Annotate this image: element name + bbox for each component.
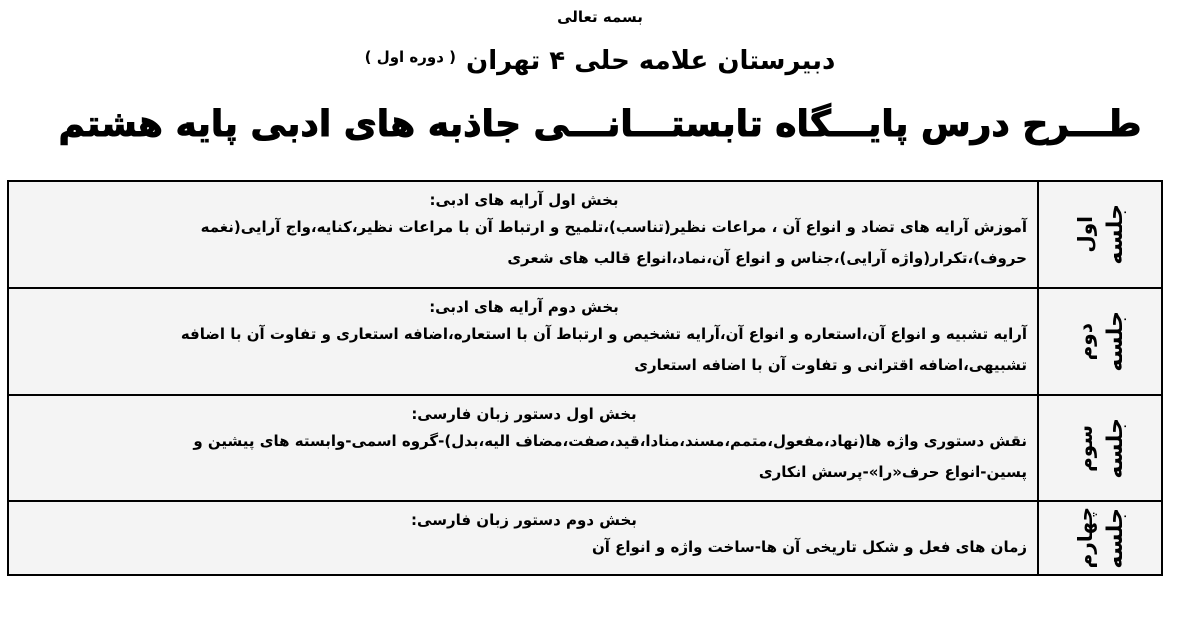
session-ordinal: اول [1072,216,1097,253]
session-ordinal: دوم [1072,322,1097,361]
session-label [1039,289,1161,394]
session-content [9,502,1039,574]
lesson-line: تشبیهی،اضافه اقترانی و تفاوت آن با اضافه استعاری [634,356,1027,374]
document-header [0,0,1200,170]
session-label [1039,182,1161,287]
session-ordinal: چهارم [1072,507,1097,569]
session-content [9,289,1039,394]
session-word: جلسه [1102,204,1128,265]
session-content [9,396,1039,500]
session-ordinal: سوم [1072,424,1097,472]
session-word: جلسه [1102,311,1128,372]
lesson-line: حروف)،تکرار(واژه آرایی)،جناس و انواع آن،نماد،انواع قالب های شعری [507,249,1027,267]
section-title: بخش دوم آرایه های ادبی: [429,298,619,316]
lesson-line: آرایه تشبیه و انواع آن،استعاره و انواع آن،آرایه تشخیص و ارتباط آن با استعاره،اضافه استعاری و تفاوت آن با اضافه [180,325,1027,343]
school-line [0,46,1200,76]
period-label: ( دوره اول ) [364,48,457,66]
session-row-2 [9,289,1161,396]
session-content [9,182,1039,287]
lesson-line: نقش دستوری واژه ها(نهاد،مفعول،متمم،مسند،منادا،قید،صفت،مضاف الیه،بدل)-گروه اسمی-وابسته های پیشین و [193,432,1027,450]
lesson-line: زمان های فعل و شکل تاریخی آن ها-ساخت واژه و انواع آن [591,538,1027,556]
session-word: جلسه [1102,417,1128,479]
lesson-line: پسین-انواع حرف«را»-پرسش انکاری [758,463,1027,481]
session-row-3 [9,396,1161,502]
document-title: طـــرح درس پایـــگاه تابستـــانـــی جاذبه های ادبی پایه هشتم [58,104,1142,145]
session-word: جلسه [1102,507,1128,569]
session-row-1 [9,182,1161,289]
session-row-4 [9,502,1161,574]
section-title: بخش اول آرایه های ادبی: [429,191,619,209]
section-title: بخش دوم دستور زبان فارسی: [411,511,637,529]
session-label [1039,396,1161,500]
section-title: بخش اول دستور زبان فارسی: [411,405,637,423]
lesson-line: آموزش آرایه های تضاد و انواع آن ، مراعات نظیر(تناسب)،تلمیح و ارتباط آن با مراعات نظیر،کنایه،واج آرایی(نغمه [200,218,1027,236]
bismillah-heading: بسمه تعالی [557,8,643,26]
lesson-plan-table [7,180,1163,576]
session-label [1039,502,1161,574]
school-name: دبیرستان علامه حلی ۴ تهران [466,46,836,76]
